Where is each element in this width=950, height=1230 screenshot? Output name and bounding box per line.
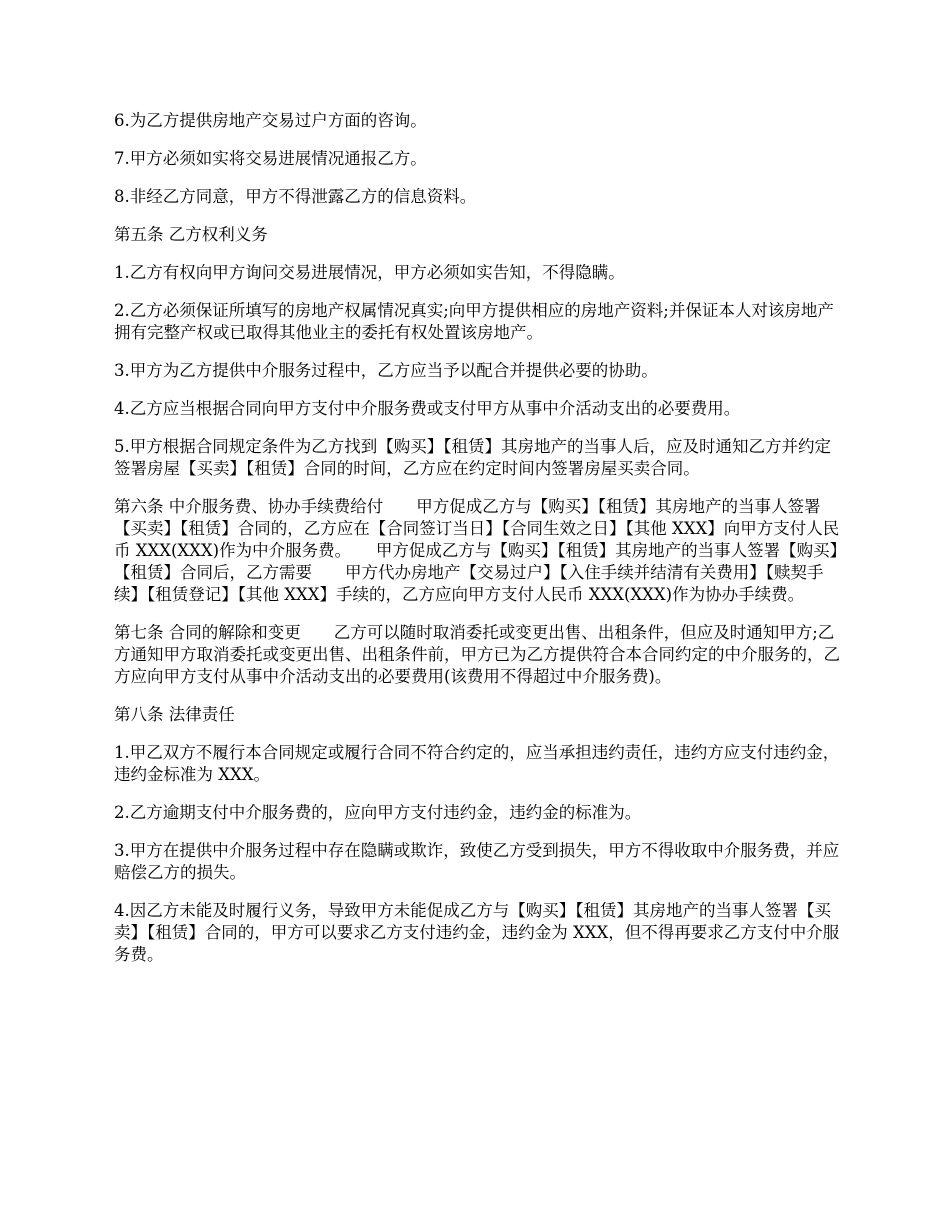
- clause-5-heading: 第五条 乙方权利义务: [114, 225, 268, 244]
- clause-8-item-4: 4.因乙方未能及时履行义务，导致甲方未能促成乙方与【购买】【租赁】其房地产的当事人签署【买卖】【租赁】合同的，甲方可以要求乙方支付违约金，违约金为 XXX，但不得再要求乙方支付中介服务费。: [114, 901, 840, 964]
- clause-4-item-8: 8.非经乙方同意，甲方不得泄露乙方的信息资料。: [114, 187, 477, 206]
- clause-8-item-3: 3.甲方在提供中介服务过程中存在隐瞒或欺诈，致使乙方受到损失，甲方不得收取中介服务费，并应赔偿乙方的损失。: [114, 841, 840, 882]
- clause-5-item-4: 4.乙方应当根据合同向甲方支付中介服务费或支付甲方从事中介活动支出的必要费用。: [114, 399, 741, 418]
- clause-5-item-5: 5.甲方根据合同规定条件为乙方找到【购买】【租赁】其房地产的当事人后，应及时通知乙方并约定签署房屋【买卖】【租赁】合同的时间，乙方应在约定时间内签署房屋买卖合同。: [114, 437, 831, 478]
- clause-8-item-1: 1.甲乙双方不履行本合同规定或履行合同不符合约定的，应当承担违约责任，违约方应支付违约金，违约金标准为 XXX。: [114, 743, 840, 784]
- document-page: [114, 110, 842, 982]
- clause-8-heading: 第八条 法律责任: [114, 705, 235, 724]
- clause-6-paragraph: 第六条 中介服务费、协办手续费给付 甲方促成乙方与【购买】【租赁】其房地产的当事人签署【买卖】【租赁】合同的，乙方应在【合同签订当日】【合同生效之日】【其他 XXX】向甲方支付人民币 XXX(XXX)作为中介服务费。 甲方促成乙方与【购买】【租赁】其房地产的当事人签署【购买】【租赁】合同后，乙方需要 甲方代办房地产【交易过户】【入住手续并结清有关费用】【赎契手续】【租赁登记】【其他 XXX】手续的，乙方应向甲方支付人民币 XXX(XXX)作为协办手续费。: [114, 497, 840, 604]
- clause-4-item-6: 6.为乙方提供房地产交易过户方面的咨询。: [114, 111, 427, 130]
- clause-7-paragraph: 第七条 合同的解除和变更 乙方可以随时取消委托或变更出售、出租条件，但应及时通知甲方;乙方通知甲方取消委托或变更出售、出租条件前，甲方已为乙方提供符合本合同约定的中介服务的，乙方应向甲方支付从事中介活动支出的必要费用(该费用不得超过中介服务费)。: [114, 623, 840, 686]
- clause-5-item-3: 3.甲方为乙方提供中介服务过程中，乙方应当予以配合并提供必要的协助。: [114, 361, 658, 380]
- clause-5-item-1: 1.乙方有权向甲方询问交易进展情况，甲方必须如实告知，不得隐瞒。: [114, 263, 625, 282]
- clause-8-item-2: 2.乙方逾期支付中介服务费的，应向甲方支付违约金，违约金的标准为。: [114, 803, 642, 822]
- clause-5-item-2: 2.乙方必须保证所填写的房地产权属情况真实;向甲方提供相应的房地产资料;并保证本人对该房地产拥有完整产权或已取得其他业主的委托有权处置该房地产。: [114, 301, 834, 342]
- clause-4-item-7: 7.甲方必须如实将交易进展情况通报乙方。: [114, 149, 427, 168]
